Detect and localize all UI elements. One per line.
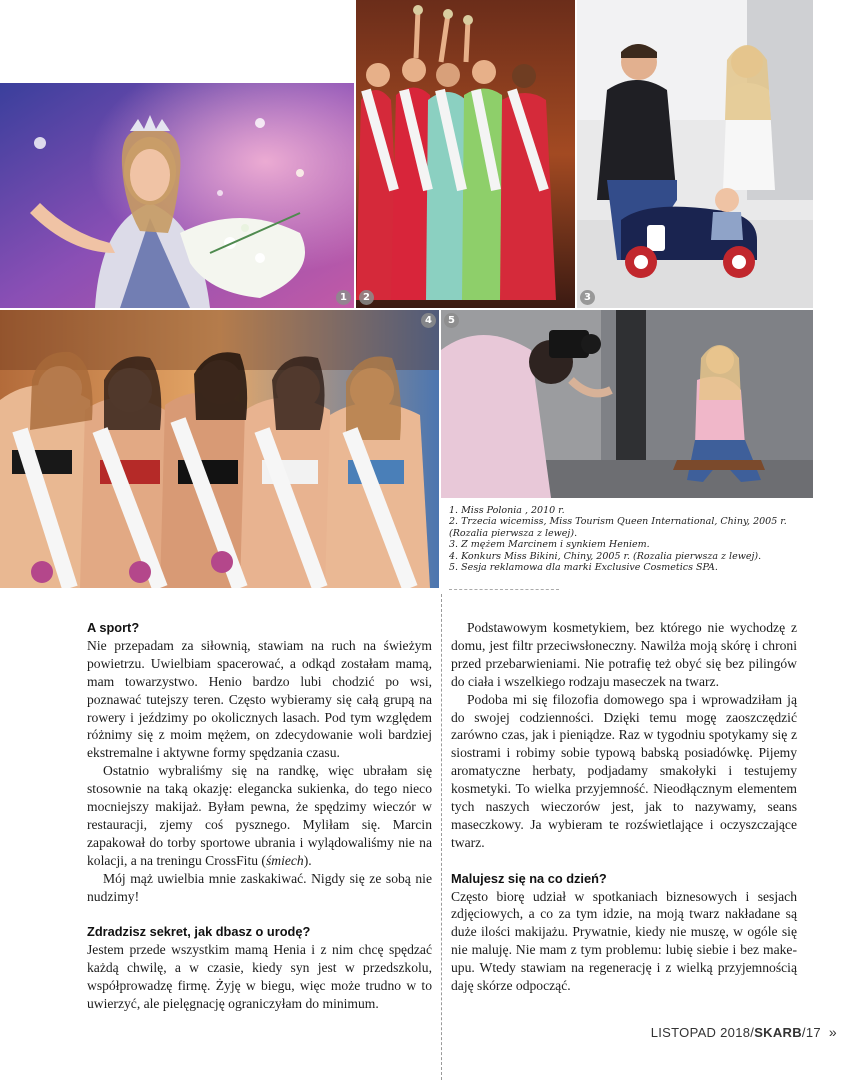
caption-rule xyxy=(449,589,559,590)
photo-number: 2 xyxy=(359,290,374,305)
photo-captions xyxy=(449,505,819,573)
caption-1: 1. Miss Polonia , 2010 r. xyxy=(449,505,565,516)
photo-miss-bikini xyxy=(0,310,439,588)
paragraph: Jestem przede wszystkim mamą Henia i z nim chcę spędzać każdą chwilę, a w czasie, kiedy syn jest w przedszkolu, współprowadzę firmę. Żyję w biegu, więc może trudno w to uwierzyć, ale pielęgnację ograniczyłam do minimum. xyxy=(87,942,432,1012)
photo-number: 5 xyxy=(444,313,459,328)
page-footer: LISTOPAD 2018/SKARB/17 » xyxy=(650,1024,837,1040)
photo-number: 4 xyxy=(421,313,436,328)
question-heading: Malujesz się na co dzień? xyxy=(451,870,607,886)
photo-number: 1 xyxy=(336,290,351,305)
paragraph: Mój mąż uwielbia mnie zaskakiwać. Nigdy się ze sobą nie nudzimy! xyxy=(87,870,432,904)
paragraph: Często biorę udział w spotkaniach biznesowych i sesjach zdjęciowych, a co za tym idzie, na moją twarz nakładane są duże ilości makijażu. Prywatnie, kiedy nie muszę, w ogóle się nie maluję. Nie mam z tym problemu: lubię siebie i bez make-upu. Wtedy stawiam na regenerację i z wielką przyjemnością daję skórze odpocząć. xyxy=(451,888,797,994)
next-page-icon: » xyxy=(828,1024,837,1040)
column-divider xyxy=(441,594,442,1080)
question-heading: Zdradzisz sekret, jak dbasz o urodę? xyxy=(87,924,311,940)
issue-date: LISTOPAD 2018 xyxy=(650,1025,751,1040)
page-number: 17 xyxy=(805,1025,821,1040)
paragraph: Podstawowym kosmetykiem, bez którego nie wychodzę z domu, jest filtr przeciwsłoneczny. Nawilża moją skórę i chroni przed przebarwieniami. Nie potrafię też obyć się bez pilingów do ciała i wszelkiego rodzaju maseczek na twarz. xyxy=(451,620,797,689)
photo-number: 3 xyxy=(580,290,595,305)
paragraph: Ostatnio wybraliśmy się na randkę, więc ubrałam się stosownie na taką okazję: elegancka sukienka, do tego nieco mocniejszy makijaż. Byłam pewna, że spędzimy wieczór w restauracji, zjemy coś pysznego. Myliłam się. Marcin zapakował do torby sportowe ubrania i wylądowaliśmy nie na kolacji, a na treningu CrossFitu (śmiech). xyxy=(87,763,432,868)
article-column-left xyxy=(87,619,432,1013)
article-column-right xyxy=(451,619,797,995)
photo-family xyxy=(577,0,813,308)
photo-miss-tourism-queen xyxy=(356,0,575,308)
caption-5: 5. Sesja reklamowa dla marki Exclusive Cosmetics SPA. xyxy=(449,562,718,574)
caption-4: 4. Konkurs Miss Bikini, Chiny, 2005 r. (Rozalia pierwsza z lewej). xyxy=(449,550,762,562)
photo-session xyxy=(441,310,813,498)
question-heading: A sport? xyxy=(87,620,140,635)
caption-3: 3. Z mężem Marcinem i synkiem Heniem. xyxy=(449,539,650,551)
photo-miss-polonia xyxy=(0,83,354,308)
caption-2: 2. Trzecia wicemiss, Miss Tourism Queen International, Chiny, 2005 r. (Rozalia pierwsza z lewej). xyxy=(449,516,787,539)
paragraph: Podoba mi się filozofia domowego spa i wprowadziłam ją do swojej codzienności. Dzięki temu mogę zaoszczędzić zarówno czas, jak i pieniądze. Raz w tygodniu spotykamy się z siostrami i robimy sobie typową babską posiadówkę. Pijemy aromatyczne herbaty, podjadamy smakołyki i testujemy kosmetyki. To wielka przyjemność. Nieodłącznym elementem tych naszych wieczorów jest, jak to nazywamy, seans maseczkowy. Ja wybieram te rozświetlające i oczyszczające twarz. xyxy=(451,691,797,850)
magazine-name: SKARB xyxy=(754,1025,802,1040)
paragraph: Nie przepadam za siłownią, stawiam na ruch na świeżym powietrzu. Uwielbiam spacerować, a odkąd zostałam mamą, mam towarzystwo. Henio bardzo lubi chodzić po wsi, poznawać tutejszy teren. Często wybieramy się całą grupą na rowery i jeździmy po okolicznych lasach. Pod tym względem różnimy się z moim mężem, on zdecydowanie woli bardziej ekstremalne i aktywne formy spędzania czasu. xyxy=(87,637,432,761)
